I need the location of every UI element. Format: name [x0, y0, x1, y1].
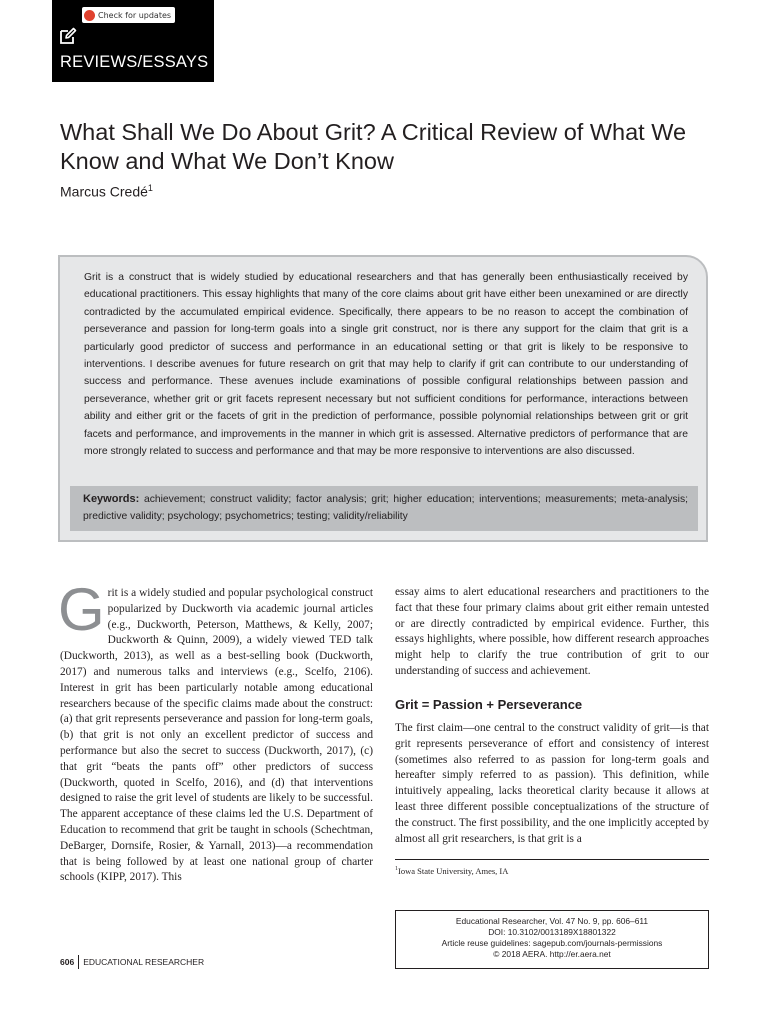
- article-title: What Shall We Do About Grit? A Critical Review of What We Know and What We Don’t Know: [60, 119, 687, 174]
- citation-copyright[interactable]: © 2018 AERA. http://er.aera.net: [493, 949, 611, 959]
- keywords-list: achievement; construct validity; factor analysis; grit; higher education; interventions; measurements; meta-analysis; predictive validity; psychology; psychometrics; testing; validity/reliability: [83, 494, 689, 523]
- footnote-divider: [395, 859, 709, 860]
- page-footer: [60, 955, 204, 969]
- drop-cap: G: [58, 576, 105, 643]
- body-right-column-top: essay aims to alert educational researchers and practitioners to the fact that these four primary claims about grit either remain untested or are directly contradicted by empirical evidence. Further, this essays highlights, where possible, how different research approaches might help to clarify the true contribution of grit to our understanding of success and achievement.: [395, 586, 709, 677]
- section-header: [52, 0, 214, 82]
- author-name: Marcus Credé$^1$: [60, 183, 153, 200]
- citation-journal: Educational Researcher, Vol. 47 No. 9, pp. 606–611: [455, 916, 649, 926]
- check-for-updates-button[interactable]: [82, 7, 175, 23]
- body-right-column-bottom: The first claim—one central to the construct validity of grit—is that grit represents perseverance of effort and consistency of interest (sometimes also referred to as passion for long-term goals and hereafter simply referred to as passion). This definition, while intuitively appealing, lacks theoretical clarity because it allows at least three different possible conceptualizations of the structure of the construct. The first possibility, and the one implicitly accepted by almost all grit researchers, is that grit is a: [395, 722, 709, 845]
- edit-icon: [59, 27, 77, 45]
- check-for-updates-label: Check for updates: [98, 10, 172, 20]
- crossmark-icon: [84, 10, 95, 21]
- keywords-box: [70, 486, 698, 531]
- body-paragraph-intro: rit is a widely studied and popular psychological construct popularized by Duckworth via academic journal articles (e.g., Duckworth, Peterson, Matthews, & Kelly, 2007; Duckworth & Quinn, 2009), a widely viewed TED talk (Duckworth, 2013), as well as a best-selling book (Duckworth, 2017) and numerous talks and interviews (e.g., Scelfo, 2106). Interest in grit has been particularly notable among educational researchers because of the specific claims made about the construct: (a) that grit represents perseverance and passion for long-term goals, (b) that grit is not only an excellent predictor of success and performance but also the secret to success (Duckworth, 2017), (c) that grit “beats the pants off” other predictors of success (Duckworth, quoted in Scelfo, 2016), and (d) that interventions designed to raise the grit level of students are likely to be successful. The apparent acceptance of these claims led the U.S. Department of Education to recommend that grit be taught in schools (Schechtman, DeBarger, Dornsife, Rosier, & Yarnall, 2013)—a recommendation that is being followed by at least one national group of charter schools (KIPP, 2017). This: [60, 587, 373, 884]
- section-heading: Grit = Passion + Perseverance: [395, 697, 583, 712]
- section-label: REVIEWS/ESSAYS: [60, 53, 209, 71]
- journal-name: EDUCATIONAL RESEARCHER: [83, 957, 205, 967]
- affiliation-footnote: $^1$Iowa State University, Ames, IA: [395, 866, 509, 876]
- body-left-column: [58, 576, 373, 886]
- page-number: 606: [60, 955, 79, 969]
- citation-box: [395, 910, 709, 969]
- citation-doi[interactable]: DOI: 10.3102/0013189X18801322: [488, 927, 616, 937]
- abstract-text: Grit is a construct that is widely studied by educational researchers and that has generally been enthusiastically received by educational practitioners. This essay highlights that many of the core claims about grit have either been unexamined or are directly contradicted by the accumulated empirical evidence. Specifically, there appears to be no reason to accept the combination of perseverance and passion for long-term goals into a single grit construct, nor is there any support for the claim that grit is a particularly good predictor of success and performance in an educational setting or that grit is likely to be responsive to interventions. I describe avenues for future research on grit that may help to clarify if grit can contribute to our understanding of success and performance. These avenues include examinations of possible configural relationships between passion and perseverance, whether grit or grit facets represent necessary but not sufficient conditions for performance, interactions between ability and either grit or the facets of grit in the prediction of performance, possible polynomial relationships between grit or grit facets and performance, and improvements in the manner in which grit is assessed. Alternative predictors of performance that are more strongly related to success and performance and that may be more responsive to interventions are also discussed.: [84, 272, 688, 458]
- author-footnote-marker: 1: [147, 183, 153, 193]
- keywords-label: Keywords:: [83, 493, 140, 505]
- citation-reuse[interactable]: Article reuse guidelines: sagepub.com/journals-permissions: [441, 938, 663, 948]
- abstract-box: [58, 255, 708, 542]
